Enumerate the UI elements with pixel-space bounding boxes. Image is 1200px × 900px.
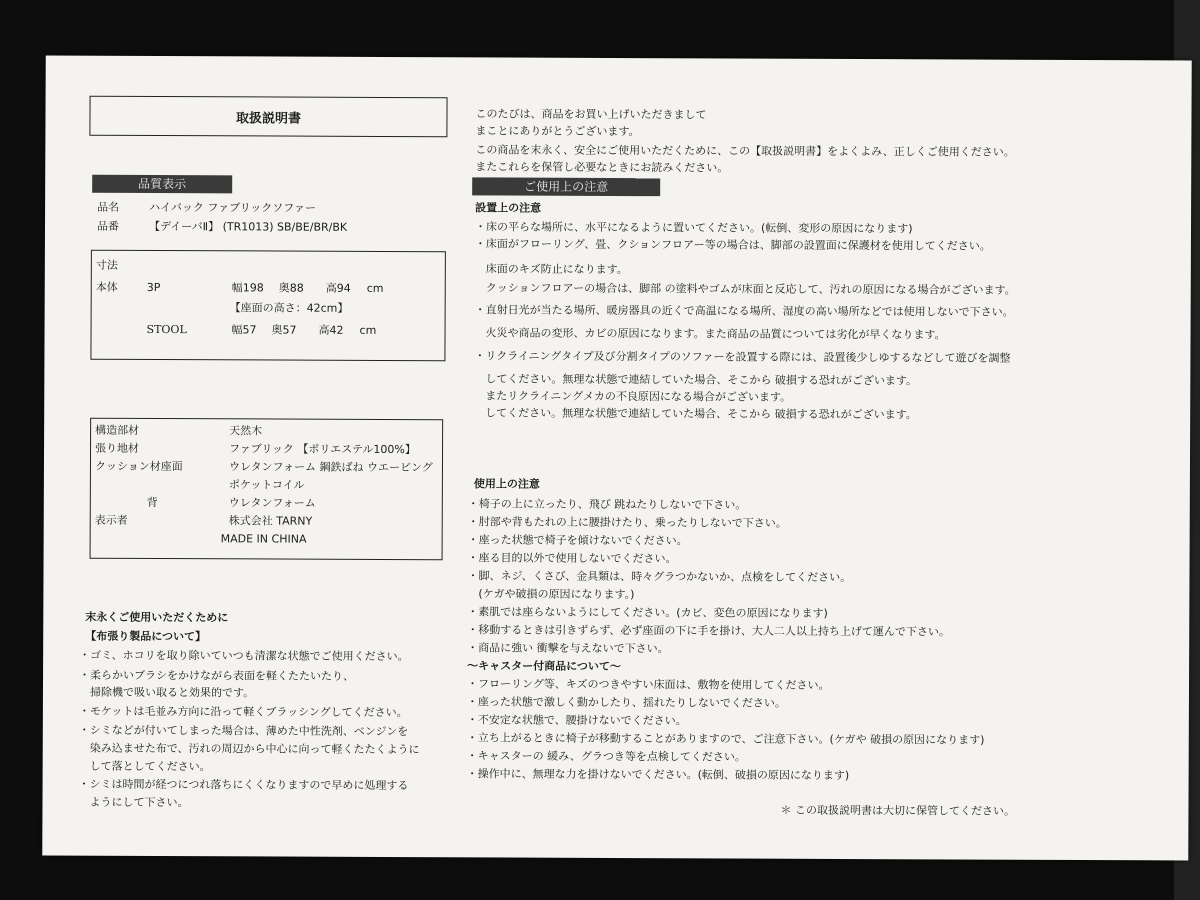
product-number-value: 【デイーバⅡ】 (TR1013) SB/BE/BR/BK xyxy=(148,219,348,234)
usage-line: ・フローリング等、キズのつきやすい床面は、敷物を使用してください。 xyxy=(466,677,830,692)
materials-box xyxy=(90,418,444,561)
care-line: ようにして下さい。 xyxy=(78,795,189,810)
usage-line: ・キャスターの 緩み、グラつき等を点検してください。 xyxy=(466,749,746,764)
caution-label: ご使用上の注意 xyxy=(472,177,660,196)
seat-height: 【座面の高さ：42cm】 xyxy=(229,301,349,315)
material-label: 張り地材 xyxy=(95,441,140,455)
usage-line: ・座った状態で椅子を傾けないでください。 xyxy=(467,533,688,548)
care-line: ・シミなどが付いてしまった場合は、薄めた中性洗剤、ベンジンを xyxy=(78,723,409,739)
usage-line: ・素肌では座らないようにしてください。(カビ、変色の原因になります) xyxy=(467,605,828,620)
care-line: ・モケットは毛並み方向に沿って軽くブラッシングしてください。 xyxy=(78,704,408,720)
care-heading: 末永くご使用いただくために xyxy=(85,610,229,625)
material-label: 背 xyxy=(146,495,158,509)
usage-line: ・椅子の上に立ったり、飛び 跳ねたりしないで下さい。 xyxy=(467,497,747,512)
usage-line: ・肘部や背もたれの上に腰掛けたり、乗ったりしないで下さい。 xyxy=(467,515,787,530)
intro-line: この商品を末永く、安全にご使用いただくために、この【取扱説明書】をよくよみ、正しくご使用ください。 xyxy=(475,143,1015,159)
install-line: ・リクライニングタイプ及び分割タイプのソファーを設置する際には、設置後少しゆするなどして遊びを調整 xyxy=(474,349,1011,365)
material-value: ウレタンフォーム xyxy=(228,496,316,510)
usage-line: ・脚、ネジ、くさび、金具類は、時々グラつかないか、点検をしてください。 xyxy=(467,569,852,585)
material-label: 構造部材 xyxy=(95,423,140,437)
care-line: 掃除機で吸い取ると効果的です。 xyxy=(78,685,255,700)
dimension-unit: cm xyxy=(366,281,384,295)
dimension-model: 3P xyxy=(146,280,161,295)
install-heading: 設置上の注意 xyxy=(475,201,542,215)
product-name-label: 品名 xyxy=(97,200,120,214)
quality-label: 品質表示 xyxy=(92,175,232,194)
material-value: ポケットコイル xyxy=(228,478,305,492)
dimension-height: 高42 xyxy=(318,323,344,337)
dimension-width: 幅57 xyxy=(231,323,257,337)
material-value: 株式会社 TARNY xyxy=(228,514,313,528)
install-line: ・床の平らな場所に、水平になるように置いてください。(転倒、変形の原因になります) xyxy=(474,220,913,236)
care-line: して落としてください。 xyxy=(78,759,211,774)
dimension-model: STOOL xyxy=(146,322,187,337)
usage-line: ・座る目的以外で使用しないでください。 xyxy=(467,551,677,566)
usage-line: ・操作中に、無理な力を掛けないでください。(転倒、破損の原因になります) xyxy=(466,767,850,783)
document-title: 取扱説明書 xyxy=(89,96,447,138)
intro-line: まことにありがとうございます。 xyxy=(475,124,640,139)
material-value: MADE IN CHINA xyxy=(220,532,307,546)
footer-note: ＊ この取扱説明書は大切に保管してください。 xyxy=(780,803,1015,818)
product-name-value: ハイバック ファブリックソファー xyxy=(149,200,317,215)
intro-line: このたびは、商品をお買い上げいただきまして xyxy=(475,107,707,122)
usage-line: ・立ち上がるときに椅子が移動することがありますので、ご注意下さい。(ケガや 破損の原因になります) xyxy=(466,731,985,747)
dimensions-box xyxy=(90,250,445,362)
usage-heading: 使用上の注意 xyxy=(473,477,540,491)
caster-heading: 〜キャスター付商品について〜 xyxy=(467,659,621,674)
instruction-sheet xyxy=(42,56,1191,861)
care-line: 染み込ませた布で、汚れの周辺から中心に向って軽くたたくように xyxy=(78,741,420,757)
material-label: 表示者 xyxy=(94,513,128,527)
usage-line: ・商品に強い 衝撃を与えないで下さい。 xyxy=(467,641,669,656)
dimensions-header: 寸法 xyxy=(95,258,118,272)
care-line: ・ゴミ、ホコリを取り除いていつも清潔な状態でご使用ください。 xyxy=(79,648,409,664)
install-line: 火災や商品の変形、カビの原因になります。また商品の品質については劣化が早くなります。 xyxy=(474,326,946,342)
install-line: ・床面がフローリング、畳、クションフロアー等の場合は、脚部の設置面に保護材を使用してください。 xyxy=(474,237,991,253)
care-line: ・シミは時間が経つにつれ落ちにくくなりますので早めに処理する xyxy=(78,777,409,793)
material-value: 天然木 xyxy=(229,424,263,438)
material-value: ウレタンフォーム 鋼鉄ばね ウエービング xyxy=(228,460,433,475)
install-line: またリクライニングメカの不良原因になる場合がございます。 xyxy=(474,389,792,404)
install-line: 床面のキズ防止になります。 xyxy=(474,262,628,277)
dimension-unit: cm xyxy=(359,323,377,337)
usage-line: ・座った状態で激しく動かしたり、揺れたりしないでください。 xyxy=(466,695,786,710)
install-line: クッションフロアーの場合は、脚部 の塗料やゴムが床面と反応して、汚れの原因になる場合がございます。 xyxy=(474,281,1016,297)
usage-line: ・移動するときは引きずらず、必ず座面の下に手を掛け、大人二人以上持ち上げて運んで下さい。 xyxy=(467,623,950,639)
material-label: クッション材座面 xyxy=(94,459,183,474)
usage-line: (ケガや破損の原因になります。) xyxy=(467,587,635,602)
dimension-depth: 奥88 xyxy=(278,281,304,295)
dimension-depth: 奥57 xyxy=(271,323,297,337)
care-subheading: 【布張り製品について】 xyxy=(85,629,207,644)
care-line: ・柔らかいブラシをかけながら表面を軽くたたいたり、 xyxy=(79,668,355,683)
material-value: ファブリック 【ポリエステル100%】 xyxy=(229,442,416,457)
product-number-label: 品番 xyxy=(96,219,120,233)
install-line: ・直射日光が当たる場所、暖房器具の近くで高温になる場所、湿度の高い場所などでは使用しないで下さい。 xyxy=(474,303,1014,319)
usage-line: ・不安定な状態で、腰掛けないでください。 xyxy=(466,713,687,728)
dimension-width: 幅198 xyxy=(231,281,264,295)
intro-line: またこれらを保管し必要なときにお読みください。 xyxy=(475,160,729,175)
install-line: してください。無理な状態で連結していた場合、そこから 破損する恐れがございます。 xyxy=(474,372,917,388)
dimensions-body-label: 本体 xyxy=(95,280,118,294)
install-line: してください。無理な状態で連結していた場合、そこから 破損する恐れがございます。 xyxy=(474,406,917,422)
dimension-height: 高94 xyxy=(325,281,351,295)
